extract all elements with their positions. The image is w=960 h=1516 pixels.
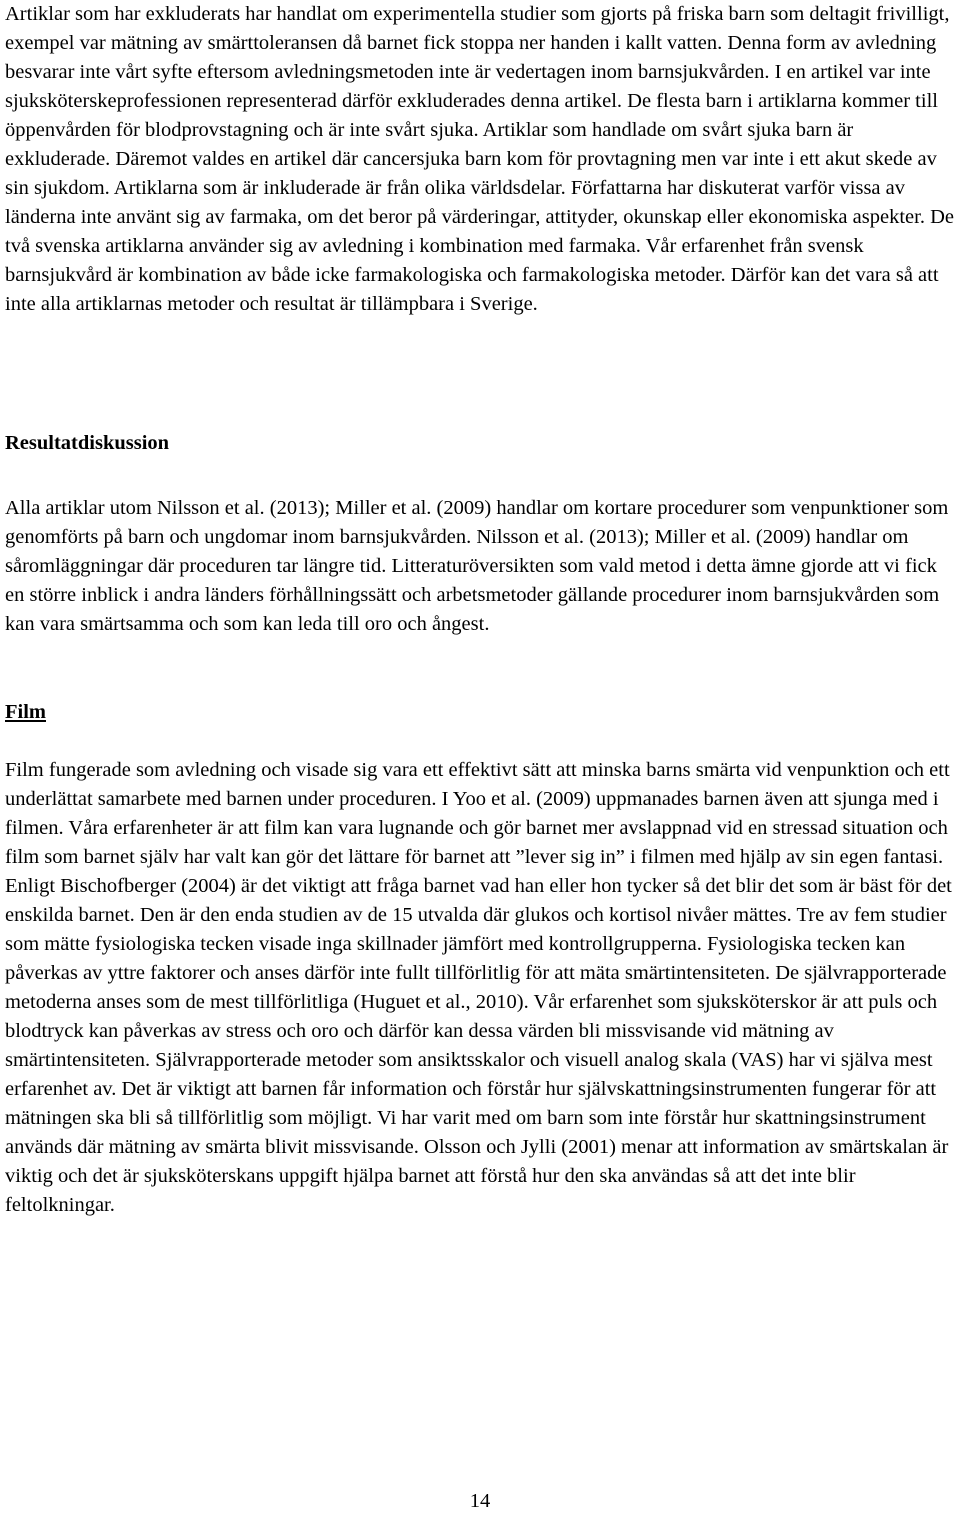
- paragraph-film: Film fungerade som avledning och visade sig vara ett effektivt sätt att minska barns smärta vid venpunktion och ett underlättat samarbete med barnen under proceduren. I Yoo et al. (2009) uppmanades barnen även att sjunga med i filmen. Våra erfarenheter är att film kan vara lugnande och gör barnet mer avslappnad vid en stressad situation och film som barnet själv har valt kan gör det lättare för barnet att ”lever sig in” i filmen med hjälp av sin egen fantasi. Enligt Bischofberger (2004) är det viktigt att fråga barnet vad han eller hon tycker så det blir det som är bäst för det enskilda barnet. Den är den enda studien av de 15 utvalda där glukos och kortisol nivåer mättes. Tre av fem studier som mätte fysiologiska tecken visade inga skillnader jämfört med kontrollgrupperna. Fysiologiska tecken kan påverkas av yttre faktorer och anses därför inte fullt tillförlitlig för att mäta smärtintensiteten. De självrapporterade metoderna anses som de mest tillförlitliga (Huguet et al., 2010). Vår erfarenhet som sjuksköterskor är att puls och blodtryck kan påverkas av stress och oro och därför kan dessa värden bli missvisande vid mätning av smärtintensiteten. Självrapporterade metoder som ansiktsskalor och visuell analog skala (VAS) har vi själva mest erfarenhet av. Det är viktigt att barnen får information och förstår hur självskattningsinstrumenten fungerar för att mätningen ska bli så tillförlitlig som möjligt. Vi har varit med om barn som inte förstår hur skattningsinstrument används där mätning av smärta blivit missvisande. Olsson och Jylli (2001) menar att information av smärtskalan är viktig och det är sjuksköterskans uppgift hjälpa barnet att förstå hur den ska användas så att det inte blir feltolkningar.: [5, 759, 952, 1216]
- heading-film: Film: [5, 701, 46, 723]
- heading-resultatdiskussion: Resultatdiskussion: [5, 432, 170, 454]
- page-number: 14: [469, 1490, 491, 1512]
- paragraph-resultatdiskussion: Alla artiklar utom Nilsson et al. (2013); Miller et al. (2009) handlar om kortare procedurer som venpunktioner som genomförts på barn och ungdomar inom barnsjukvården. Nilsson et al. (2013); Miller et al. (2009) handlar om såromläggningar där proceduren tar längre tid. Litteraturöversikten som vald metod i detta ämne gjorde att vi fick en större inblick i andra länders förhållningssätt och arbetsmetoder gällande procedurer inom barnsjukvården som kan vara smärtsamma och som kan leda till oro och ångest.: [5, 497, 949, 635]
- paragraph-excluded-articles: Artiklar som har exkluderats har handlat om experimentella studier som gjorts på friska barn som deltagit frivilligt, exempel var mätning av smärttoleransen då barnet fick stoppa ner handen i kallt vatten. Denna form av avledning besvarar inte vårt syfte eftersom avledningsmetoden inte är vedertagen inom barnsjukvården. I en artikel var inte sjuksköterskeprofessionen representerad därför exkluderades denna artikel. De flesta barn i artiklarna kommer till öppenvården för blodprovstagning och är inte svårt sjuka. Artiklar som handlade om svårt sjuka barn är exkluderade. Däremot valdes en artikel där cancersjuka barn kom för provtagning men var inte i ett akut skede av sin sjukdom. Artiklarna som är inkluderade är från olika världsdelar. Författarna har diskuterat varför vissa av länderna inte använt sig av farmaka, om det beror på värderingar, attityder, okunskap eller ekonomiska aspekter. De två svenska artiklarna använder sig av avledning i kombination med farmaka. Vår erfarenhet från svensk barnsjukvård är kombination av både icke farmakologiska och farmakologiska metoder. Därför kan det vara så att inte alla artiklarnas metoder och resultat är tillämpbara i Sverige.: [5, 3, 954, 315]
